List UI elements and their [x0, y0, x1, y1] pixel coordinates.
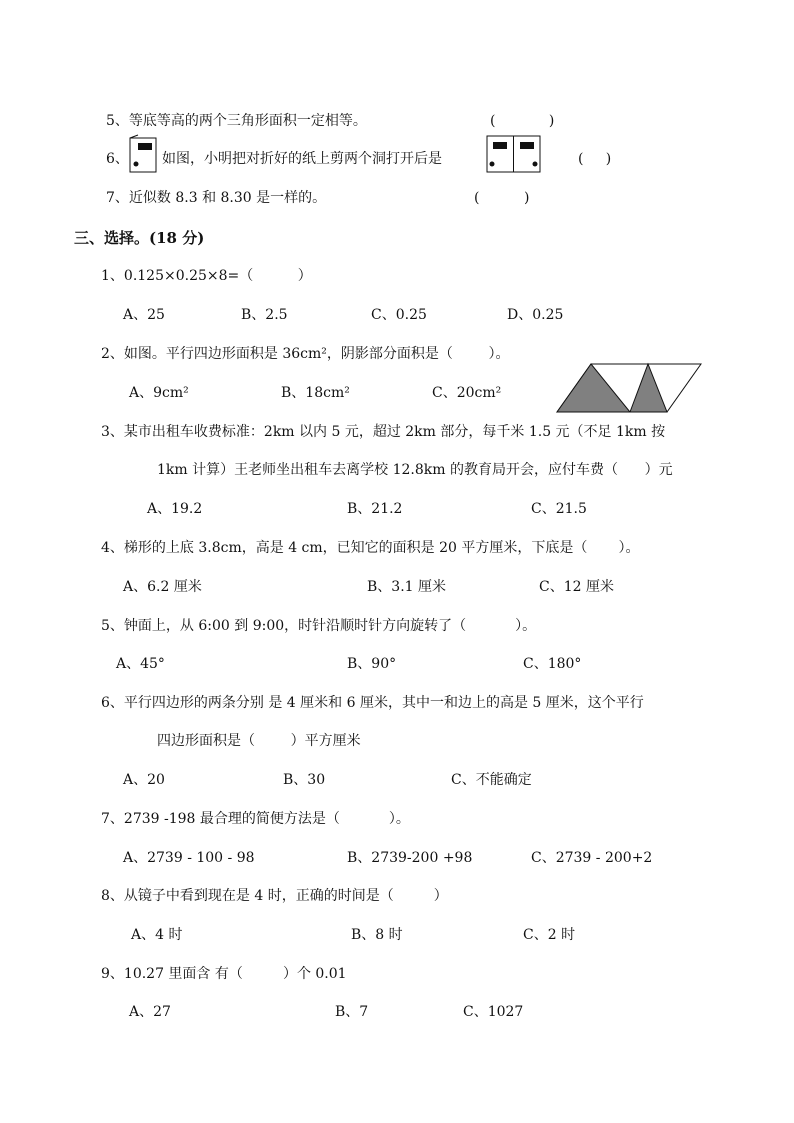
choice-q7-option-b[interactable]: B、2739-200 +98: [347, 850, 473, 866]
choice-q9-option-c[interactable]: C、1027: [463, 1004, 524, 1020]
choice-q5-option-b[interactable]: B、90°: [347, 656, 397, 672]
judge-q5-answer-paren[interactable]: ( ): [490, 113, 555, 129]
choice-q2-stem: 2、如图。平行四边形面积是 36cm²，阴影部分面积是（ ）。: [101, 346, 510, 362]
choice-q5-option-a[interactable]: A、45°: [116, 656, 165, 672]
choice-q1-option-a[interactable]: A、25: [123, 307, 165, 323]
choice-q9-option-b[interactable]: B、7: [335, 1004, 369, 1020]
choice-q1-option-b[interactable]: B、2.5: [241, 307, 288, 323]
judge-q7-answer-paren[interactable]: ( ): [474, 190, 530, 206]
choice-q4-option-c[interactable]: C、12 厘米: [539, 579, 614, 595]
choice-q8-option-c[interactable]: C、2 时: [523, 927, 576, 943]
choice-q8-option-a[interactable]: A、4 时: [131, 927, 183, 943]
judge-q6-text: 如图，小明把对折好的纸上剪两个洞打开后是: [162, 151, 442, 167]
choice-q1-stem: 1、0.125×0.25×8=（ ）: [101, 268, 312, 284]
choice-q3-line1: 3、某市出租车收费标准：2km 以内 5 元，超过 2km 部分，每千米 1.5 元（不足 1km 按: [101, 424, 666, 440]
choice-q9-option-a[interactable]: A、27: [129, 1004, 171, 1020]
choice-q3-option-a[interactable]: A、19.2: [147, 501, 203, 517]
judge-q7-text: 7、近似数 8.3 和 8.30 是一样的。: [106, 190, 327, 206]
judge-q6-answer-paren[interactable]: ( ): [578, 151, 612, 167]
choice-q7-option-a[interactable]: A、2739 - 100 - 98: [123, 850, 255, 866]
choice-q3-line2: 1km 计算）王老师坐出租车去离学校 12.8km 的教育局开会，应付车费（ ）元: [157, 462, 673, 478]
choice-q9-stem: 9、10.27 里面含 有（ ）个 0.01: [101, 966, 347, 982]
choice-q3-option-c[interactable]: C、21.5: [531, 501, 587, 517]
choice-q8-option-b[interactable]: B、8 时: [351, 927, 403, 943]
choice-q2-option-a[interactable]: A、9cm²: [129, 385, 189, 401]
choice-q6-line2: 四边形面积是（ ）平方厘米: [157, 733, 361, 749]
choice-q1-option-c[interactable]: C、0.25: [371, 307, 427, 323]
choice-q6-line1: 6、平行四边形的两条分别 是 4 厘米和 6 厘米，其中一和边上的高是 5 厘米，这个平行: [101, 695, 644, 711]
choice-q2-option-c[interactable]: C、20cm²: [432, 385, 502, 401]
choice-q5-option-c[interactable]: C、180°: [523, 656, 582, 672]
choice-q6-option-b[interactable]: B、30: [283, 772, 326, 788]
unfolded-paper-figure: [486, 134, 542, 174]
choice-q4-option-a[interactable]: A、6.2 厘米: [123, 579, 202, 595]
choice-q8-stem: 8、从镜子中看到现在是 4 时，正确的时间是（ ）: [101, 888, 448, 904]
choice-q5-stem: 5、钟面上，从 6:00 到 9:00，时针沿顺时针方向旋转了（ ）。: [101, 618, 537, 634]
choice-q7-stem: 7、2739 -198 最合理的简便方法是（ ）。: [101, 811, 410, 827]
choice-q4-option-b[interactable]: B、3.1 厘米: [367, 579, 447, 595]
choice-q1-option-d[interactable]: D、0.25: [507, 307, 564, 323]
choice-q6-option-a[interactable]: A、20: [123, 772, 165, 788]
folded-paper-figure: [128, 134, 158, 174]
choice-q7-option-c[interactable]: C、2739 - 200+2: [531, 850, 653, 866]
judge-q5-text: 5、等底等高的两个三角形面积一定相等。: [106, 113, 367, 129]
choice-q3-option-b[interactable]: B、21.2: [347, 501, 403, 517]
parallelogram-figure: [556, 362, 706, 414]
choice-q2-option-b[interactable]: B、18cm²: [281, 385, 350, 401]
choice-q4-stem: 4、梯形的上底 3.8cm，高是 4 cm，已知它的面积是 20 平方厘米，下底是（ ）。: [101, 540, 640, 556]
choice-q6-option-c[interactable]: C、不能确定: [451, 772, 532, 788]
section-title: 三、选择。(18 分): [74, 229, 205, 247]
judge-q6-num: 6、: [106, 151, 129, 167]
